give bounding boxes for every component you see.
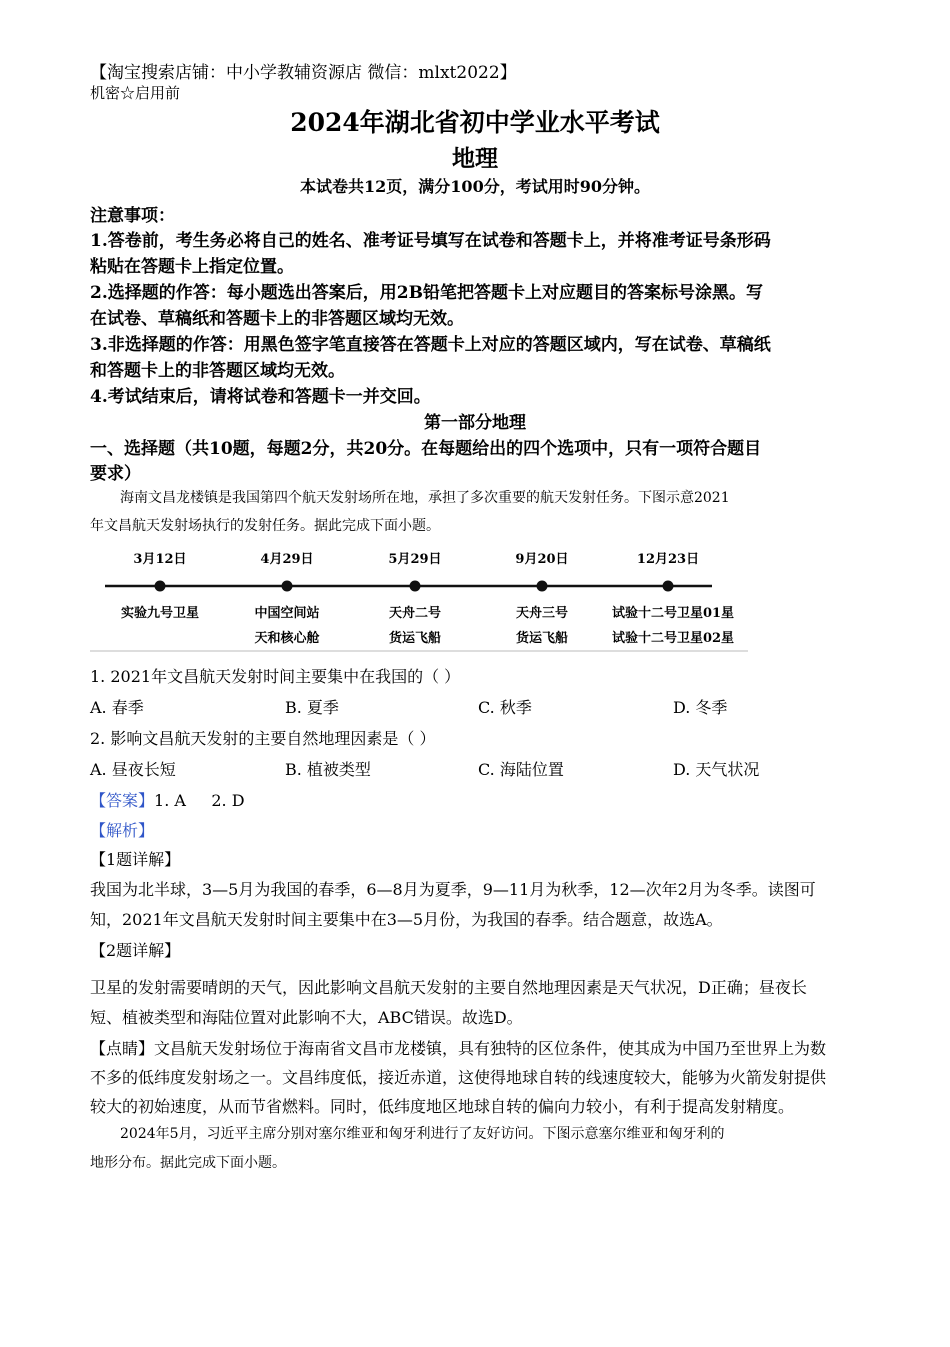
- q1-option-b: B. 夏季: [285, 698, 339, 717]
- q2-option-c: C. 海陆位置: [478, 760, 564, 779]
- detail-2-text: 卫星的发射需要晴朗的天气，因此影响文昌航天发射的主要自然地理因素是天气状况，D正确；昼夜长: [90, 978, 807, 997]
- confidential-mark: 机密☆启用前: [90, 84, 181, 102]
- detail-1-text: 我国为北半球，3—5月为我国的春季，6—8月为夏季，9—11月为秋季，12—次年2月为冬季。读图可: [90, 880, 816, 899]
- timeline-event: [515, 552, 568, 646]
- answer-tag: 【答案】: [90, 791, 155, 810]
- q1-option-d: D. 冬季: [673, 698, 728, 717]
- note-line: 3.非选择题的作答：用黑色签字笔直接答在答题卡上对应的答题区域内，写在试卷、草稿纸: [90, 335, 771, 355]
- timeline-event: [388, 552, 441, 646]
- analysis-tag: 【解析】: [90, 821, 155, 840]
- event-dot: [155, 581, 166, 592]
- highlight-text: 文昌航天发射场位于海南省文昌市龙楼镇，具有独特的区位条件，使其成为中国乃至世界上为数: [154, 1039, 827, 1058]
- timeline-event: [612, 552, 734, 646]
- passage-line: 年文昌航天发射场执行的发射任务。据此完成下面小题。: [90, 518, 440, 534]
- event-dot: [663, 581, 674, 592]
- event-date: 9月20日: [515, 552, 569, 567]
- passage-line: 海南文昌龙楼镇是我国第四个航天发射场所在地，承担了多次重要的航天发射任务。下图示意2021: [120, 490, 730, 506]
- event-label: 实验九号卫星: [120, 606, 200, 621]
- q2-option-d: D. 天气状况: [673, 760, 760, 779]
- event-date: 3月12日: [133, 552, 187, 567]
- detail-2-text: 短、植被类型和海陆位置对此影响不大，ABC错误。故选D。: [90, 1008, 523, 1027]
- highlight-text: 较大的初始速度，从而节省燃料。同时，低纬度地区地球自转的偏向力较小，有利于提高发射精度。: [90, 1097, 795, 1116]
- timeline-event: [254, 552, 319, 646]
- highlight-tag: 【点睛】: [90, 1039, 155, 1058]
- event-label: 试验十二号卫星01星: [611, 606, 735, 621]
- section-heading: 要求）: [90, 464, 141, 484]
- event-label: 中国空间站: [254, 606, 320, 621]
- question-1-stem: 1. 2021年文昌航天发射时间主要集中在我国的（ ）: [90, 667, 461, 686]
- event-date: 12月23日: [636, 552, 700, 567]
- answer-line: [90, 788, 245, 811]
- detail-1-heading: 【1题详解】: [90, 850, 181, 869]
- event-label: 货运飞船: [388, 631, 442, 646]
- highlight-line: [90, 1036, 826, 1059]
- note-line: 4.考试结束后，请将试卷和答题卡一并交回。: [90, 387, 431, 407]
- exam-info: 本试卷共12页，满分100分，考试用时90分钟。: [300, 177, 650, 196]
- event-dot: [282, 581, 293, 592]
- event-label: 天舟三号: [515, 606, 569, 621]
- q1-option-a: A. 春季: [90, 698, 144, 717]
- answer-text: 1. A 2. D: [154, 791, 245, 810]
- question-2-stem: 2. 影响文昌航天发射的主要自然地理因素是（ ）: [90, 729, 436, 748]
- subject-title: 地理: [452, 145, 498, 172]
- notes-heading: 注意事项：: [90, 206, 175, 226]
- passage-line: 地形分布。据此完成下面小题。: [90, 1155, 286, 1171]
- event-label: 试验十二号卫星02星: [611, 631, 735, 646]
- detail-1-text: 知，2021年文昌航天发射时间主要集中在3—5月份，为我国的春季。结合题意，故选A。: [90, 910, 723, 929]
- section-heading: 一、选择题（共10题，每题2分，共20分。在每题给出的四个选项中，只有一项符合题目: [90, 439, 762, 459]
- note-line: 粘贴在答题卡上指定位置。: [90, 257, 294, 277]
- event-label: 天和核心舱: [254, 631, 320, 646]
- note-line: 和答题卡上的非答题区域均无效。: [90, 361, 345, 381]
- event-dot: [410, 581, 421, 592]
- part-heading: 第一部分地理: [424, 413, 526, 433]
- event-date: 4月29日: [260, 552, 314, 567]
- note-line: 2.选择题的作答：每小题选出答案后，用2B铅笔把答题卡上对应题目的答案标号涂黑。写: [90, 283, 763, 303]
- event-date: 5月29日: [388, 552, 442, 567]
- note-line: 在试卷、草稿纸和答题卡上的非答题区域均无效。: [90, 309, 464, 329]
- exam-title: 2024年湖北省初中学业水平考试: [290, 108, 660, 137]
- highlight-text: 不多的低纬度发射场之一。文昌纬度低，接近赤道，这使得地球自转的线速度较大，能够为火箭发射提供: [90, 1068, 827, 1087]
- shop-banner: 【淘宝搜索店铺：中小学教辅资源店 微信：mlxt2022】: [90, 63, 517, 83]
- detail-2-heading: 【2题详解】: [90, 941, 181, 960]
- event-dot: [537, 581, 548, 592]
- q2-option-a: A. 昼夜长短: [90, 760, 176, 779]
- event-label: 货运飞船: [515, 631, 569, 646]
- event-label: 天舟二号: [388, 606, 442, 621]
- q1-option-c: C. 秋季: [478, 698, 532, 717]
- passage-line: 2024年5月，习近平主席分别对塞尔维亚和匈牙利进行了友好访问。下图示意塞尔维亚和匈牙利的: [120, 1126, 725, 1142]
- q2-option-b: B. 植被类型: [285, 760, 371, 779]
- launch-timeline: [90, 540, 750, 655]
- note-line: 1.答卷前，考生务必将自己的姓名、准考证号填写在试卷和答题卡上，并将准考证号条形码: [90, 231, 771, 251]
